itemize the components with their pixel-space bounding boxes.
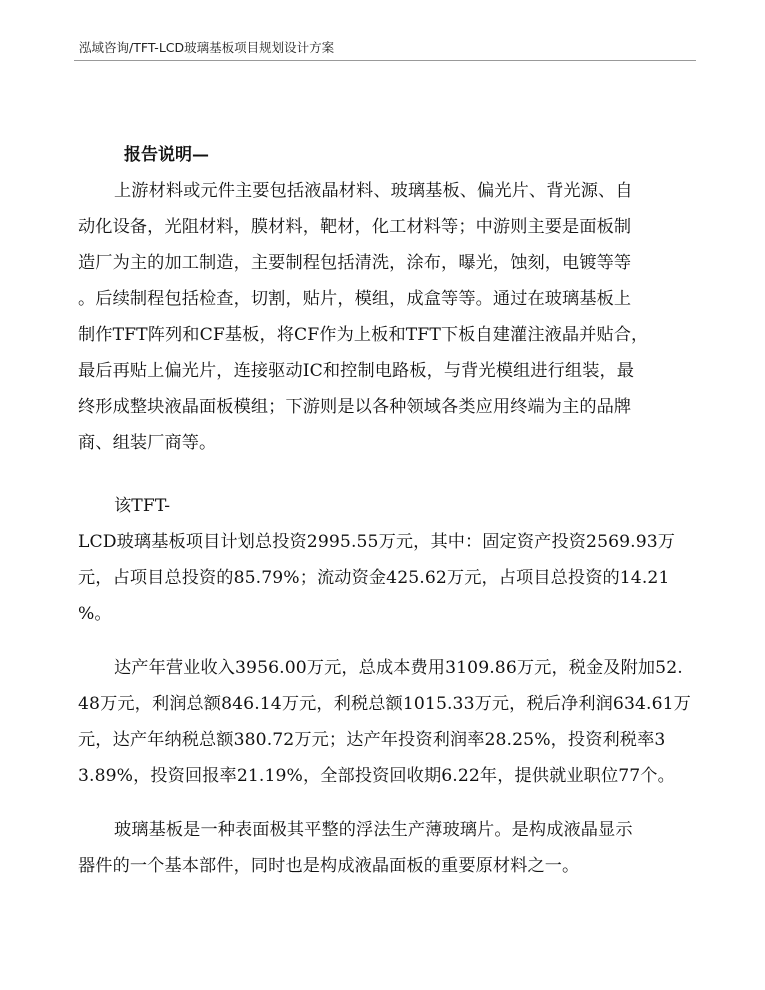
text-line: 48万元，利润总额846.14万元，利税总额1015.33万元，税后净利润634.61万 xyxy=(78,694,691,714)
text-line: 上游材料或元件主要包括液晶材料、玻璃基板、偏光片、背光源、自 xyxy=(114,181,633,201)
text-line: 玻璃基板是一种表面极其平整的浮法生产薄玻璃片。是构成液晶显示 xyxy=(114,820,633,840)
text-line: 动化设备，光阻材料，膜材料，靶材，化工材料等；中游则主要是面板制 xyxy=(78,217,632,237)
text-line: LCD玻璃基板项目计划总投资2995.55万元，其中：固定资产投资2569.93万 xyxy=(78,532,676,552)
text-line: 造厂为主的加工制造，主要制程包括清洗，涂布，曝光，蚀刻，电镀等等 xyxy=(78,253,632,273)
header-rule xyxy=(74,60,696,61)
text-line: 器件的一个基本部件，同时也是构成液晶面板的重要原材料之一。 xyxy=(78,856,580,876)
text-line: 该TFT- xyxy=(114,496,171,516)
text-line: %。 xyxy=(78,604,112,624)
text-line: 商、组装厂商等。 xyxy=(78,433,217,453)
text-line: 元，占项目总投资的85.79%；流动资金425.62万元，占项目总投资的14.21 xyxy=(78,568,670,588)
text-line: 元，达产年纳税总额380.72万元；达产年投资利润率28.25%，投资利税率3 xyxy=(78,730,666,750)
running-header: 泓域咨询/TFT-LCD玻璃基板项目规划设计方案 xyxy=(79,40,335,55)
text-line: 。后续制程包括检查，切割，贴片，模组，成盒等等。通过在玻璃基板上 xyxy=(78,289,632,309)
text-line: 终形成整块液晶面板模组；下游则是以各种领域各类应用终端为主的品牌 xyxy=(78,397,632,417)
text-line: 达产年营业收入3956.00万元，总成本费用3109.86万元，税金及附加52. xyxy=(114,658,683,678)
section-heading: 报告说明— xyxy=(124,145,209,165)
text-line: 3.89%，投资回报率21.19%，全部投资回收期6.22年，提供就业职位77个。 xyxy=(78,766,675,786)
text-line: 最后再贴上偏光片，连接驱动IC和控制电路板，与背光模组进行组装，最 xyxy=(78,361,635,381)
text-line: 制作TFT阵列和CF基板，将CF作为上板和TFT下板自建灌注液晶并贴合， xyxy=(78,325,649,345)
